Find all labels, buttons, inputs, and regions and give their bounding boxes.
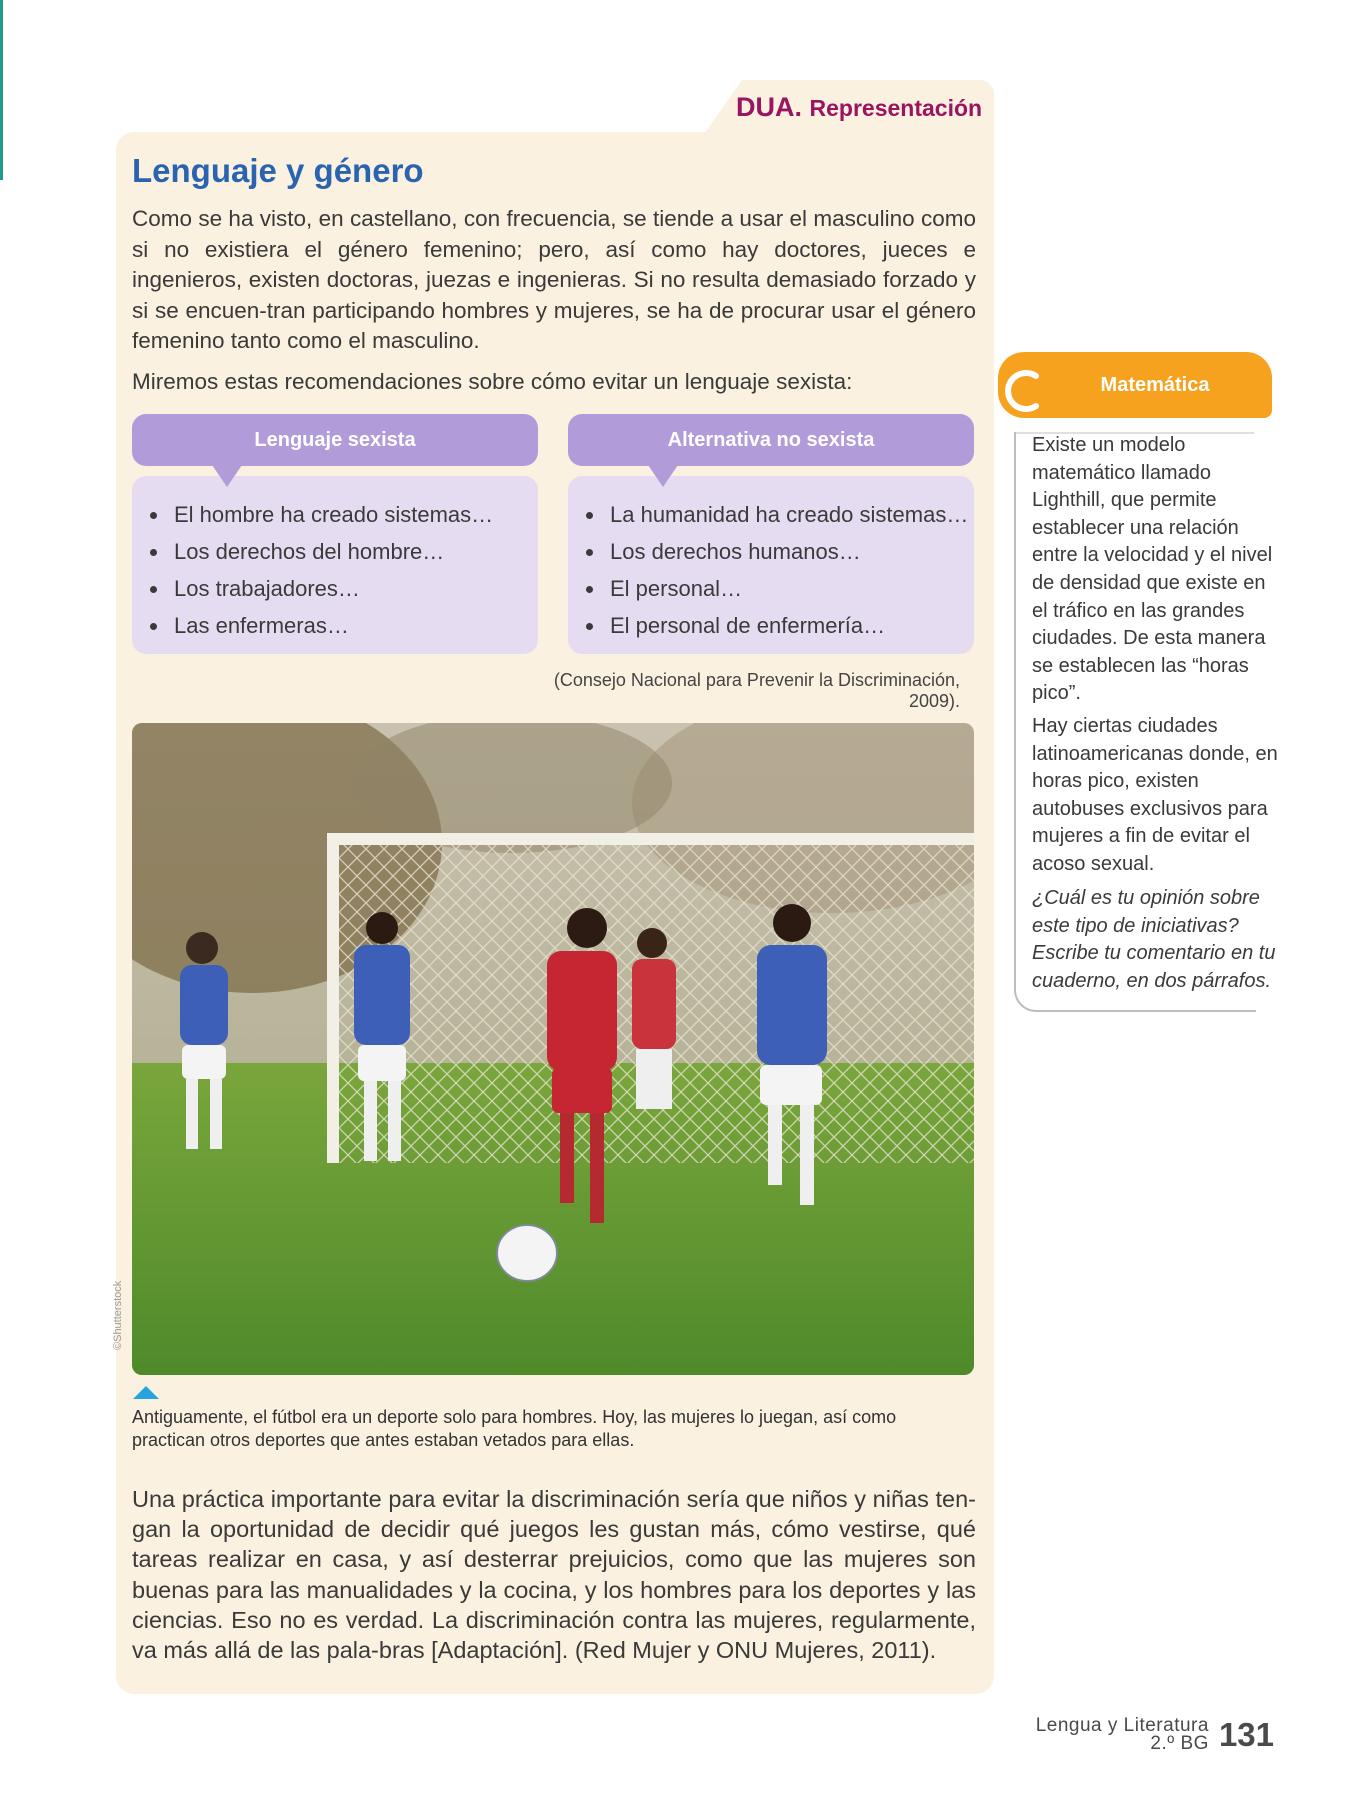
citation: (Consejo Nacional para Prevenir la Discriminación, 2009). bbox=[553, 670, 960, 711]
list-item: • El hombre ha creado sistemas… bbox=[170, 496, 538, 533]
list-item: • El personal… bbox=[606, 570, 974, 607]
sexist-language-box bbox=[132, 414, 538, 654]
caption-triangle-icon bbox=[133, 1386, 159, 1399]
list-item: • Los derechos del hombre… bbox=[170, 533, 538, 570]
photo-caption: Antiguamente, el fútbol era un deporte solo para hombres. Hoy, las mujeres lo juegan, así como practican otros deportes que antes estaban vetados para ellas. bbox=[132, 1407, 897, 1450]
page-number: 131 bbox=[1218, 1716, 1274, 1753]
intro-paragraph: Como se ha visto, en castellano, con frecuencia, se tiende a usar el masculino como si no existiera el género femenino; pero, así como hay doctores, jueces e ingenieros, existen doctoras, juezas e ingenieras. Si no resulta demasiado forzado y si se encuen-tran participando hombres y mujeres, se ha de procurar usar el género femenino tanto como el masculino. bbox=[132, 206, 976, 353]
closing-paragraph: Una práctica importante para evitar la discriminación sería que niños y niñas ten-gan la oportunidad de decidir qué juegos les gustan más, cómo vestirse, qué tareas realizar en casa, y así desterrar prejuicios, como que las mujeres son buenas para las manualidades y la cocina, y los hombres para los deportes y las ciencias. Eso no es verdad. La discriminación contra las mujeres, regularmente, va más allá de las pala-bras [Adaptación]. (Red Mujer y ONU Mujeres, 2011). bbox=[132, 1486, 976, 1664]
non-sexist-alternative-header: Alternativa no sexista bbox=[568, 414, 974, 466]
sidebar-paragraph-1: Existe un modelo matemático llamado Lighthill, que permite establecer una relación entre la velocidad y el nivel de densidad que existe en el tráfico en las grandes ciudades. De esta manera se establecen las “horas pico”. bbox=[1032, 434, 1273, 705]
list-item: • Los trabajadores… bbox=[170, 570, 538, 607]
page-edge-accent bbox=[0, 0, 3, 180]
sexist-language-header: Lenguaje sexista bbox=[132, 414, 538, 466]
sexist-language-list bbox=[132, 476, 538, 654]
footer-subject: Lengua y Literatura bbox=[1035, 1715, 1209, 1736]
non-sexist-alternative-box bbox=[568, 414, 974, 654]
lead-paragraph: Miremos estas recomendaciones sobre cómo evitar un lenguaje sexista: bbox=[132, 369, 853, 394]
sidebar-header: Matemática bbox=[998, 352, 1272, 418]
list-item: • La humanidad ha creado sistemas… bbox=[606, 496, 974, 533]
footer-grade: 2.º BG bbox=[1150, 1733, 1209, 1754]
sidebar-paragraph-2: Hay ciertas ciudades latinoamericanas donde, en horas pico, existen autobuses exclusivos para mujeres a fin de evitar el acoso sexual. bbox=[1032, 715, 1278, 875]
soccer-photo bbox=[132, 723, 974, 1375]
sidebar-question: ¿Cuál es tu opinión sobre este tipo de iniciativas? Escribe tu comentario en tu cuaderno, en dos párrafos. bbox=[1032, 887, 1276, 992]
connector-c-icon bbox=[996, 366, 1046, 416]
dua-label: DUA. Representación bbox=[736, 92, 983, 122]
non-sexist-alternative-list bbox=[568, 476, 974, 654]
list-item: • Los derechos humanos… bbox=[606, 533, 974, 570]
photo-credit: ©Shutterstock bbox=[112, 1280, 124, 1350]
section-title: Lenguaje y género bbox=[132, 152, 424, 189]
list-item: • El personal de enfermería… bbox=[606, 607, 974, 644]
list-item: • Las enfermeras… bbox=[170, 607, 538, 644]
page-footer bbox=[1036, 1717, 1274, 1753]
